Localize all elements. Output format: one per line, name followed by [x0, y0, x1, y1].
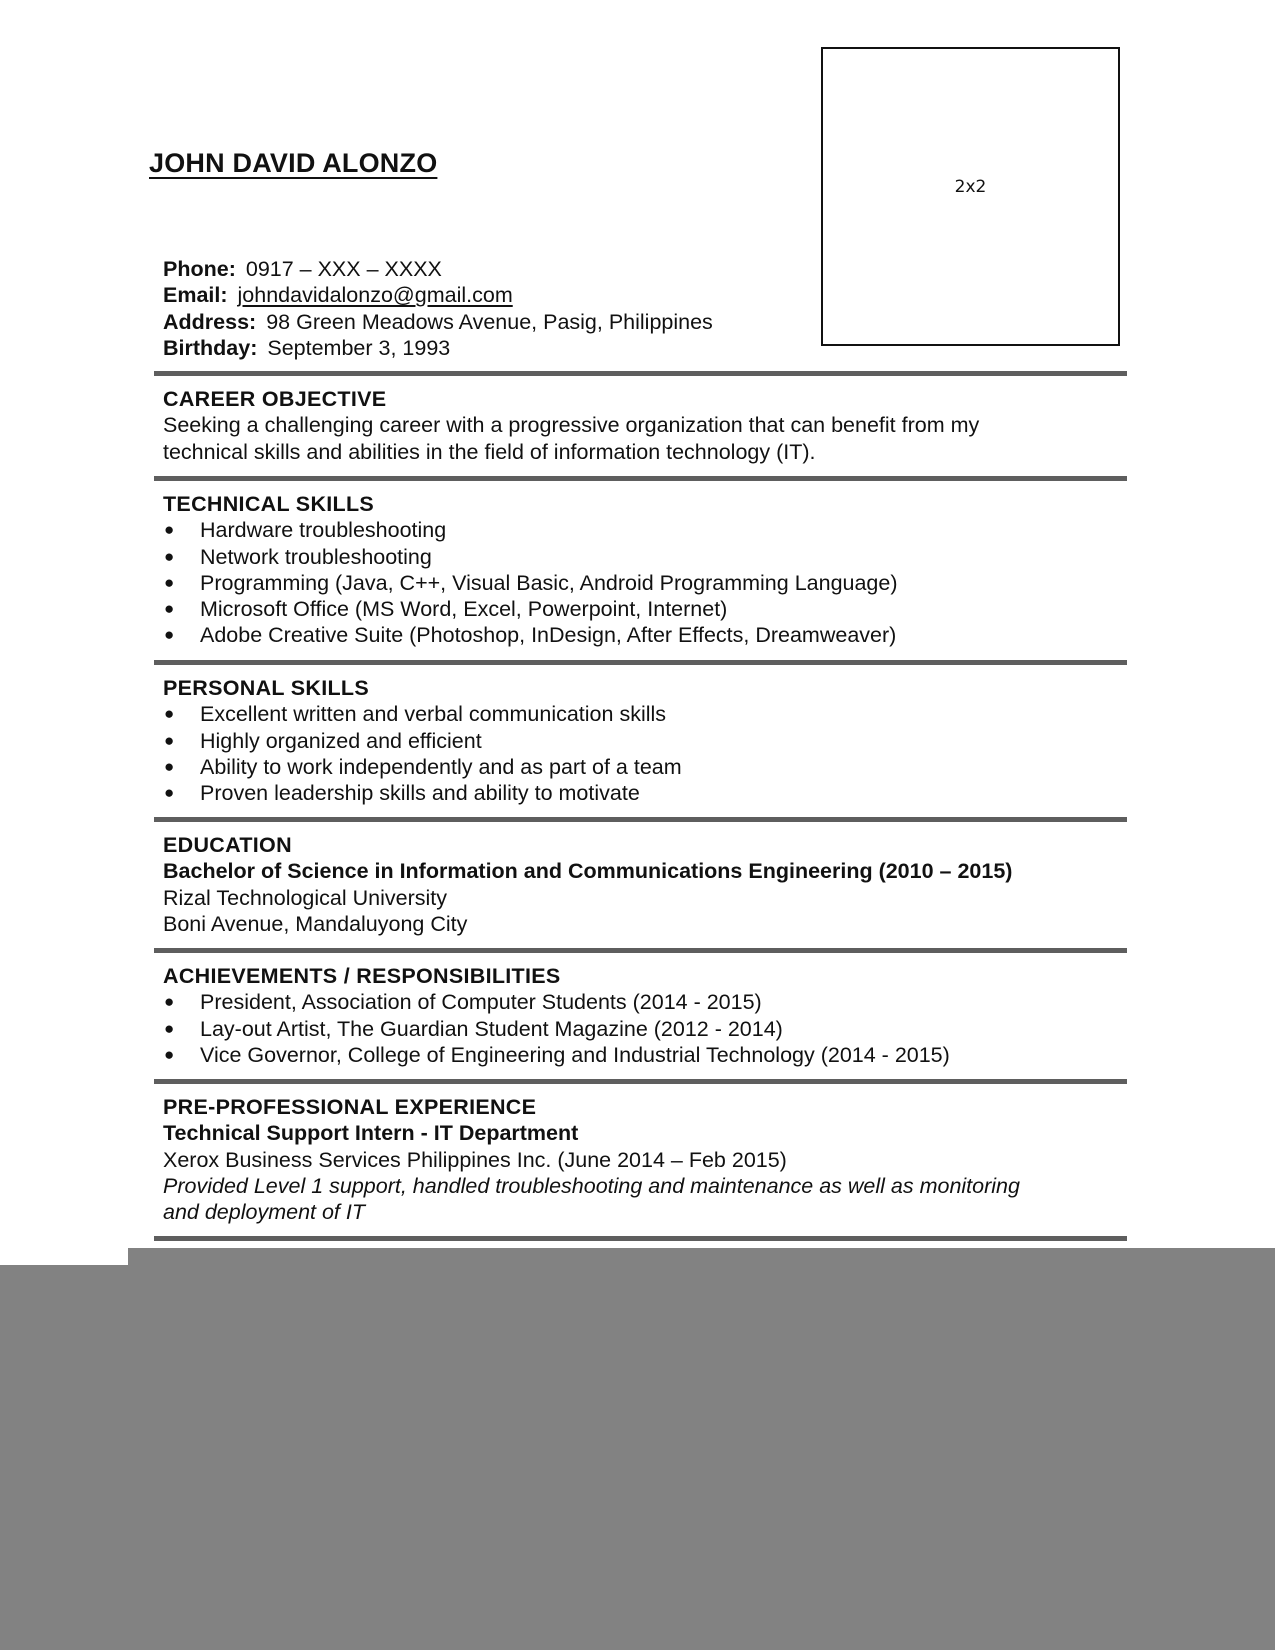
- bullet-icon: ●: [164, 992, 175, 1012]
- section-divider: [154, 817, 1127, 822]
- experience-company: Xerox Business Services Philippines Inc. (June 2014 – Feb 2015): [163, 1147, 787, 1172]
- photo-placeholder: [821, 47, 1120, 346]
- phone-value: 0917 – XXX – XXXX: [245, 257, 442, 281]
- education-section: [163, 832, 1103, 937]
- education-school: Rizal Technological University: [163, 885, 448, 910]
- bullet-icon: ●: [164, 625, 175, 645]
- section-divider: [154, 660, 1127, 665]
- bullet-icon: ●: [164, 756, 175, 776]
- list-item: ● Adobe Creative Suite (Photoshop, InDesign, After Effects, Dreamweaver): [164, 623, 897, 648]
- education-heading: EDUCATION: [163, 833, 292, 857]
- personal-skills-list: [163, 701, 1103, 806]
- section-divider: [154, 1236, 1127, 1241]
- photo-label: 2x2: [954, 177, 987, 197]
- experience-heading: PRE-PROFESSIONAL EXPERIENCE: [163, 1095, 537, 1119]
- experience-description: and deployment of IT: [163, 1200, 365, 1225]
- technical-skills-section: [163, 491, 1103, 649]
- list-item: ● Programming (Java, C++, Visual Basic, Android Programming Language): [164, 570, 898, 595]
- list-item: ● Hardware troubleshooting: [164, 518, 447, 543]
- bullet-icon: ●: [164, 1018, 175, 1038]
- list-item: ● President, Association of Computer Students (2014 - 2015): [164, 990, 762, 1015]
- list-item: ● Network troubleshooting: [164, 544, 432, 569]
- birthday-value: September 3, 1993: [267, 335, 451, 360]
- section-divider: [154, 1079, 1127, 1084]
- bullet-icon: ●: [164, 730, 175, 750]
- technical-skills-list: [163, 517, 1103, 648]
- contact-email: [163, 282, 713, 308]
- bullet-icon: ●: [164, 599, 175, 619]
- personal-skills-heading: PERSONAL SKILLS: [163, 676, 369, 700]
- phone-label: Phone:: [163, 257, 236, 281]
- education-location: Boni Avenue, Mandaluyong City: [163, 911, 468, 936]
- career-objective-section: [163, 386, 1103, 465]
- experience-section: [163, 1094, 1103, 1225]
- career-objective-line: Seeking a challenging career with a progressive organization that can benefit from my: [163, 413, 980, 438]
- section-divider: [154, 948, 1127, 953]
- list-item: ● Microsoft Office (MS Word, Excel, Powerpoint, Internet): [164, 597, 728, 622]
- list-item: ● Vice Governor, College of Engineering and Industrial Technology (2014 - 2015): [164, 1042, 950, 1067]
- personal-skills-section: [163, 675, 1103, 806]
- birthday-label: Birthday:: [163, 335, 258, 360]
- career-objective-heading: CAREER OBJECTIVE: [163, 387, 387, 411]
- section-divider: [154, 371, 1127, 376]
- bullet-icon: ●: [164, 546, 175, 566]
- address-value: 98 Green Meadows Avenue, Pasig, Philippines: [266, 309, 713, 334]
- contact-phone: [163, 256, 713, 282]
- scan-overlay: [128, 1248, 1275, 1265]
- bullet-icon: ●: [164, 783, 175, 803]
- section-divider: [154, 476, 1127, 481]
- resume-name: JOHN DAVID ALONZO: [149, 148, 438, 178]
- address-label: Address:: [163, 309, 257, 334]
- technical-skills-heading: TECHNICAL SKILLS: [163, 492, 375, 516]
- email-label: Email:: [163, 283, 228, 308]
- list-item: ● Highly organized and efficient: [164, 728, 482, 753]
- contact-info: [163, 256, 713, 361]
- scan-overlay: [0, 1265, 1275, 1650]
- experience-description: Provided Level 1 support, handled troubleshooting and maintenance as well as monitoring: [163, 1173, 1020, 1198]
- achievements-heading: ACHIEVEMENTS / RESPONSIBILITIES: [163, 964, 561, 988]
- bullet-icon: ●: [164, 704, 175, 724]
- achievements-list: [163, 989, 1103, 1068]
- contact-address: [163, 309, 713, 335]
- bullet-icon: ●: [164, 572, 175, 592]
- list-item: ● Ability to work independently and as part of a team: [164, 754, 682, 779]
- career-objective-line: technical skills and abilities in the field of information technology (IT).: [163, 439, 816, 464]
- bullet-icon: ●: [164, 520, 175, 540]
- bullet-icon: ●: [164, 1044, 175, 1064]
- experience-position: Technical Support Intern - IT Department: [163, 1121, 579, 1146]
- contact-birthday: [163, 335, 713, 361]
- achievements-section: [163, 963, 1103, 1068]
- email-link[interactable]: johndavidalonzo@gmail.com: [237, 283, 513, 308]
- list-item: ● Lay-out Artist, The Guardian Student Magazine (2012 - 2014): [164, 1016, 783, 1041]
- education-degree: Bachelor of Science in Information and Communications Engineering (2010 – 2015): [163, 859, 1013, 884]
- list-item: ● Proven leadership skills and ability to motivate: [164, 781, 640, 806]
- list-item: ● Excellent written and verbal communication skills: [164, 702, 667, 727]
